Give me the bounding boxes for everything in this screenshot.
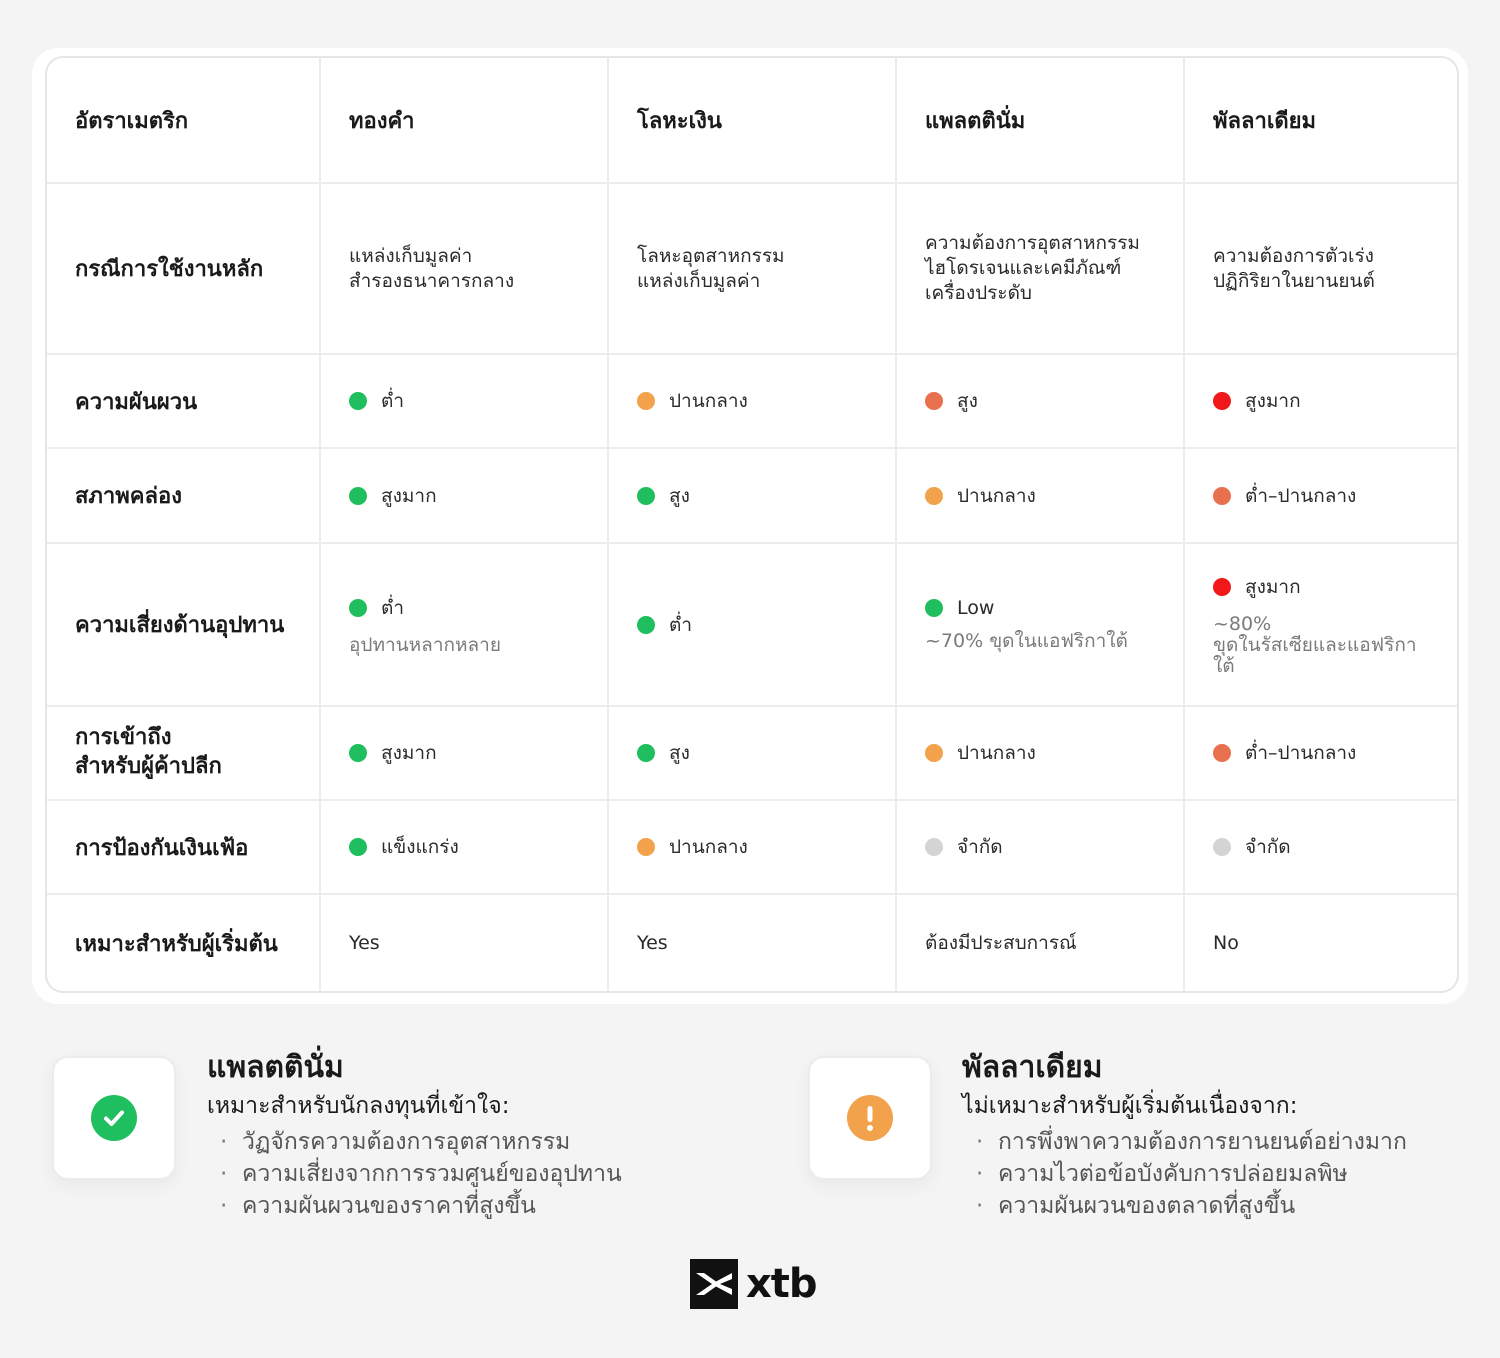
- cell-silver-supply: ต่ำ: [608, 543, 896, 706]
- cell-platinum-access: ปานกลาง: [896, 706, 1184, 800]
- cell-platinum-liquidity: ปานกลาง: [896, 448, 1184, 543]
- check-icon: [91, 1095, 137, 1141]
- rating-dot-icon: [349, 487, 367, 505]
- rating-dot-icon: [349, 392, 367, 410]
- list-item: · การพึ่งพาความต้องการยานยนต์อย่างมาก: [976, 1126, 1407, 1158]
- exclamation-icon: [847, 1095, 893, 1141]
- list-item: · ความไวต่อข้อบังคับการปล่อยมลพิษ: [976, 1158, 1407, 1190]
- header-silver: โลหะเงิน: [608, 58, 896, 183]
- cell-platinum-beginner: ต้องมีประสบการณ์: [896, 894, 1184, 991]
- platinum-note-icon-box: [52, 1056, 176, 1180]
- rating-dot-icon: [1213, 744, 1231, 762]
- cell-silver-inflation: ปานกลาง: [608, 800, 896, 894]
- cell-silver-beginner: Yes: [608, 894, 896, 991]
- cell-platinum-volatility: สูง: [896, 354, 1184, 448]
- platinum-note-bullets: [220, 1126, 622, 1222]
- header-gold: ทองคำ: [320, 58, 608, 183]
- cell-gold-access: สูงมาก: [320, 706, 608, 800]
- metric-label: การเข้าถึง สำหรับผู้ค้าปลีก: [47, 706, 320, 800]
- cell-palladium-use: ความต้องการตัวเร่ง ปฏิกิริยาในยานยนต์: [1184, 183, 1457, 354]
- header-metric: อัตราเมตริก: [47, 58, 320, 183]
- rating-dot-icon: [637, 838, 655, 856]
- cell-gold-use: แหล่งเก็บมูลค่า สำรองธนาคารกลาง: [320, 183, 608, 354]
- comparison-table: [45, 56, 1459, 993]
- cell-platinum-use: ความต้องการอุตสาหกรรม ไฮโดรเจนและเคมีภัณฑ์ เครื่องประดับ: [896, 183, 1184, 354]
- cell-palladium-liquidity: ต่ำ–ปานกลาง: [1184, 448, 1457, 543]
- xtb-logo-icon: [690, 1259, 738, 1309]
- cell-silver-liquidity: สูง: [608, 448, 896, 543]
- list-item: · วัฏจักรความต้องการอุตสาหกรรม: [220, 1126, 622, 1158]
- header-palladium: พัลลาเดียม: [1184, 58, 1457, 183]
- cell-gold-supply: ต่ำ อุปทานหลากหลาย: [320, 543, 608, 706]
- cell-palladium-access: ต่ำ–ปานกลาง: [1184, 706, 1457, 800]
- header-row: [47, 58, 1457, 183]
- table-row-retail-access: [47, 706, 1457, 800]
- rating-dot-icon: [925, 392, 943, 410]
- rating-dot-icon: [925, 744, 943, 762]
- metric-label: ความเสี่ยงด้านอุปทาน: [47, 543, 320, 706]
- table-row-liquidity: [47, 448, 1457, 543]
- rating-dot-icon: [349, 744, 367, 762]
- rating-dot-icon: [637, 487, 655, 505]
- cell-palladium-volatility: สูงมาก: [1184, 354, 1457, 448]
- table-row-supply-risk: [47, 543, 1457, 706]
- table-row-use-case: [47, 183, 1457, 354]
- cell-platinum-supply: Low ~70% ขุดในแอฟริกาใต้: [896, 543, 1184, 706]
- metric-label: เหมาะสำหรับผู้เริ่มต้น: [47, 894, 320, 991]
- xtb-logo: [690, 1258, 817, 1310]
- palladium-note-subtitle: ไม่เหมาะสำหรับผู้เริ่มต้นเนื่องจาก:: [962, 1093, 1298, 1119]
- header-platinum: แพลตตินั่ม: [896, 58, 1184, 183]
- rating-dot-icon: [925, 599, 943, 617]
- cell-platinum-inflation: จำกัด: [896, 800, 1184, 894]
- rating-dot-icon: [637, 744, 655, 762]
- cell-gold-beginner: Yes: [320, 894, 608, 991]
- palladium-note-bullets: [976, 1126, 1407, 1222]
- rating-dot-icon: [1213, 838, 1231, 856]
- rating-dot-icon: [349, 838, 367, 856]
- table-row-inflation-hedge: [47, 800, 1457, 894]
- rating-dot-icon: [1213, 487, 1231, 505]
- palladium-note-title: พัลลาเดียม: [962, 1050, 1103, 1085]
- metric-label: กรณีการใช้งานหลัก: [47, 183, 320, 354]
- rating-dot-icon: [925, 838, 943, 856]
- list-item: · ความเสี่ยงจากการรวมศูนย์ของอุปทาน: [220, 1158, 622, 1190]
- table-row-volatility: [47, 354, 1457, 448]
- cell-gold-inflation: แข็งแกร่ง: [320, 800, 608, 894]
- metric-label: สภาพคล่อง: [47, 448, 320, 543]
- palladium-note-icon-box: [808, 1056, 932, 1180]
- rating-dot-icon: [1213, 578, 1231, 596]
- cell-gold-liquidity: สูงมาก: [320, 448, 608, 543]
- rating-dot-icon: [1213, 392, 1231, 410]
- cell-palladium-supply: สูงมาก ~80% ขุดในรัสเซียและแอฟริกา ใต้: [1184, 543, 1457, 706]
- cell-silver-access: สูง: [608, 706, 896, 800]
- cell-gold-volatility: ต่ำ: [320, 354, 608, 448]
- cell-palladium-beginner: No: [1213, 932, 1239, 954]
- rating-dot-icon: [925, 487, 943, 505]
- list-item: · ความผันผวนของตลาดที่สูงขึ้น: [976, 1190, 1407, 1222]
- platinum-note-subtitle: เหมาะสำหรับนักลงทุนที่เข้าใจ:: [207, 1093, 510, 1119]
- cell-palladium-inflation: จำกัด: [1184, 800, 1457, 894]
- metric-label: การป้องกันเงินเฟ้อ: [47, 800, 320, 894]
- platinum-note-title: แพลตตินั่ม: [207, 1050, 344, 1085]
- rating-dot-icon: [637, 392, 655, 410]
- cell-silver-use: โลหะอุตสาหกรรม แหล่งเก็บมูลค่า: [608, 183, 896, 354]
- table-row-beginner: [47, 894, 1457, 991]
- rating-dot-icon: [349, 599, 367, 617]
- cell-silver-volatility: ปานกลาง: [608, 354, 896, 448]
- list-item: · ความผันผวนของราคาที่สูงขึ้น: [220, 1190, 622, 1222]
- metric-label: ความผันผวน: [47, 354, 320, 448]
- xtb-logo-text: xtb: [746, 1261, 817, 1307]
- rating-dot-icon: [637, 616, 655, 634]
